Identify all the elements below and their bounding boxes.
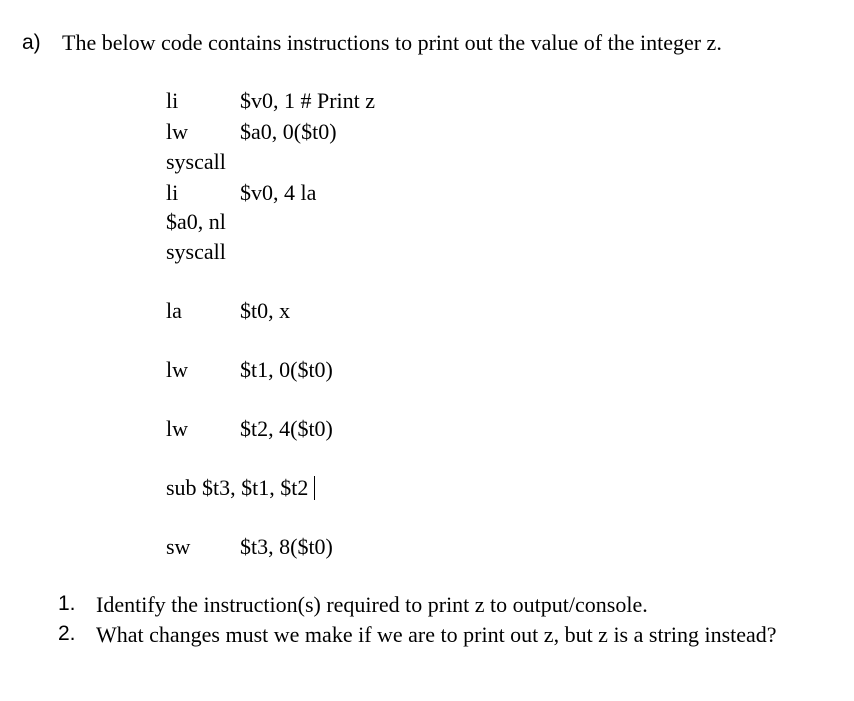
code-line-sub [166,475,315,501]
task-text: Identify the instruction(s) required to print z to output/console. [96,592,648,617]
code-op: lw [166,416,188,441]
code-args: $t3, 8($t0) [240,534,333,559]
code-args: $v0, 4 la [240,180,317,205]
code-args: $a0, 0($t0) [240,119,337,144]
task-text: What changes must we make if we are to print out z, but z is a string instead? [96,622,777,647]
code-op: $a0, nl [166,209,226,234]
code-args: $t0, x [240,298,291,323]
text-cursor [314,476,315,500]
code-op: li [166,180,179,205]
code-args: $t2, 4($t0) [240,416,333,441]
code-op: li [166,88,179,113]
code-args: $t1, 0($t0) [240,357,333,382]
code-args: $v0, 1 # Print z [240,88,376,113]
code-op: sw [166,534,191,559]
code-op: sub $t3, $t1, $t2 [166,475,309,500]
task-number: 1. [58,592,76,615]
code-op: syscall [166,149,226,174]
question-marker: a) [22,31,41,54]
code-op: lw [166,119,188,144]
code-op: lw [166,357,188,382]
task-number: 2. [58,622,76,645]
question-text: The below code contains instructions to print out the value of the integer z. [62,30,722,55]
code-op: syscall [166,239,226,264]
code-op: la [166,298,182,323]
